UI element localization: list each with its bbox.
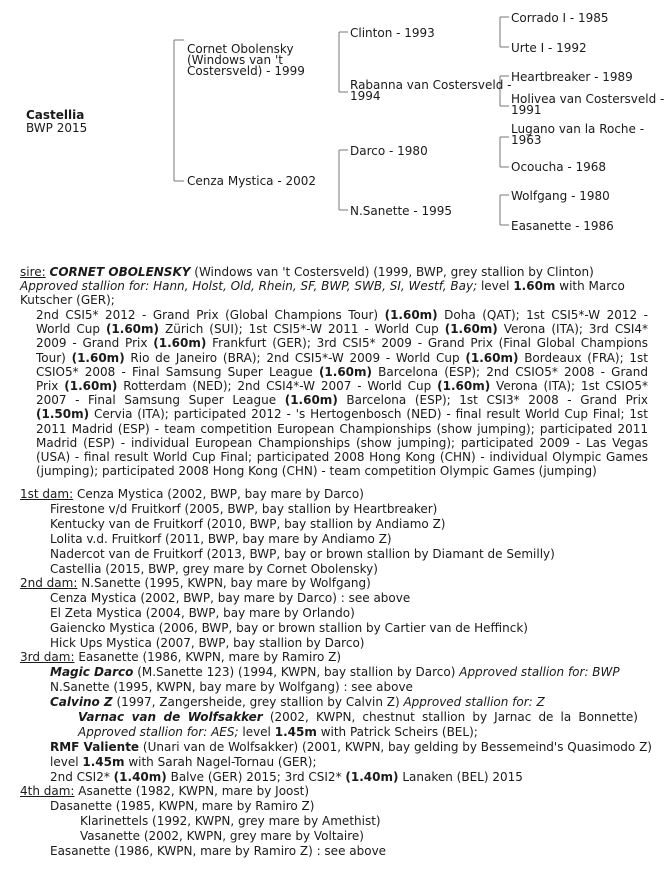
offspring-item: N.Sanette (1995, KWPN, bay mare by Wolfgang) : see above [50,680,413,694]
offspring-name: Magic Darco [50,665,134,679]
dam4-line [20,784,309,798]
offspring-rmf-valiente [50,740,652,754]
offspring-item: Klarinettels (1992, KWPN, grey mare by Amethist) [80,814,381,828]
offspring-approved: Approved stallion for: AES; [78,725,239,739]
ped-dam: Cenza Mystica - 2002 [187,174,317,188]
sire-line-2 [20,279,625,293]
ped-dsd: Ocoucha - 1968 [511,160,607,174]
result-height: (1.40m) [113,770,167,784]
level-label: level [50,755,79,769]
ped-dam-sire: Darco - 1980 [350,144,428,158]
sire-rider: with Marco [559,279,625,293]
rider: with Sarah Nagel-Tornau (GER); [128,755,317,769]
offspring-rmf-results [50,770,523,784]
sire-result-line: Tour) (1.60m) Rio de Janeiro (BRA); 2nd CSI5*-W 2009 - World Cup (1.60m) Bordeaux (FRA); 1st [36,350,648,365]
offspring-item: Easanette (1986, KWPN, mare by Ramiro Z) : see above [50,844,387,858]
sire-level: 1.60m [513,279,556,293]
offspring-approved: Approved stallion for: Z [403,695,545,709]
offspring-name: Varnac van de Wolfsakker [78,710,263,724]
dam2-line [20,576,371,590]
dam4-text: Asanette (1982, KWPN, mare by Joost) [78,784,310,798]
ped-line: 1991 [511,103,542,117]
result-height: (1.60m) [384,308,438,322]
result-height: (1.60m) [437,379,491,393]
dam2-label: 2nd dam: [20,576,78,590]
offspring-item: Nadercot van de Fruitkorf (2013, BWP, bay or brown stallion by Diamant de Semilly) [50,547,555,561]
offspring-rmf-level [50,755,317,769]
dam3-text: Easanette (1986, KWPN, mare by Ramiro Z) [78,650,342,664]
sire-result-line: (jumping); participated 2008 Hong Kong (CHN) - team competition Olympic Games (jumping) [36,464,597,479]
sire-result-line: 2009 - Grand Prix (1.60m) Frankfurt (GER); 3rd CSI5* 2009 - Grand Prix (Final Global Champions [36,336,648,351]
offspring-item: Firestone v/d Fruitkorf (2005, BWP, bay stallion by Heartbreaker) [50,502,438,516]
horse-info: BWP 2015 [26,121,88,135]
result-text: Balve (GER) 2015; 3rd CSI2* [170,770,342,784]
offspring-item: Dasanette (1985, KWPN, mare by Ramiro Z) [50,799,315,813]
result-height: (1.60m) [284,393,338,408]
offspring-varnac-approval [78,725,478,739]
ped-sss: Corrado I - 1985 [511,11,609,25]
ped-sds: Heartbreaker - 1989 [511,70,633,84]
offspring-name: Calvino Z [50,695,113,709]
result-height: (1.60m) [64,379,118,393]
ped-sire-sire: Clinton - 1993 [350,26,435,40]
sire-result-line: (1.50m) Cervia (ITA); participated 2012 - 's Hertogenbosch (NED) - final result World Cup Final; 1st [36,407,648,422]
ped-line: Holivea van Costersveld - [511,92,665,106]
offspring-approved: Approved stallion for: BWP [459,665,620,679]
offspring-details: (1997, Zangersheide, grey stallion by Calvin Z) [116,695,400,709]
result-height: (1.40m) [345,770,399,784]
ped-sire [187,44,305,77]
sire-line-3: Kutscher (GER); [20,293,115,307]
offspring-item: Cenza Mystica (2002, BWP, bay mare by Darco) : see above [50,591,411,605]
ped-sire-line: Costersveld) - 1999 [187,64,305,78]
dam1-label: 1st dam: [20,487,74,501]
offspring-details: (M.Sanette 123) (1994, KWPN, bay stallion by Darco) [137,665,456,679]
dam2-text: N.Sanette (1995, KWPN, bay mare by Wolfgang) [81,576,371,590]
offspring-name: RMF Valiente [50,740,140,754]
dam1-line [20,487,364,501]
offspring-item: Gaiencko Mystica (2006, BWP, bay or brown stallion by Cartier van de Heffinck) [50,621,528,635]
offspring-item: El Zeta Mystica (2004, BWP, bay mare by Orlando) [50,606,355,620]
result-text: 2nd CSI2* [50,770,110,784]
ped-sdd [511,94,664,116]
ped-line: Lugano van la Roche - [511,122,645,136]
result-text: Lanaken (BEL) 2015 [402,770,523,784]
offspring-calvino [50,695,545,709]
offspring-details: (Unari van de Wolfsakker) (2001, KWPN, bay gelding by Bessemeind's Quasimodo Z) [142,740,652,754]
horse-name: Castellia [26,108,85,122]
result-height: (1.60m) [318,364,373,379]
ped-ssd: Urte I - 1992 [511,41,587,55]
offspring-item: Vasanette (2002, KWPN, grey mare by Voltaire) [80,829,364,843]
sire-result-line: Prix (1.60m) Rotterdam (NED); 2nd CSI4*-W 2007 - World Cup (1.60m) Verona (ITA); 1st CSIO5* [36,379,648,393]
offspring-magic-darco [50,665,620,679]
ped-sire-dam [350,80,511,102]
sire-name: CORNET OBOLENSKY [49,265,191,279]
sire-result-line: 2007 - Final Samsung Super League (1.60m) Barcelona (ESP); 1st CSI3* 2008 - Grand Prix [36,393,648,408]
level-height: 1.45m [82,755,125,769]
level-height: 1.45m [274,725,317,739]
result-height: (1.60m) [105,322,160,337]
result-height: (1.60m) [153,336,207,351]
sire-result-line: CSIO5* 2008 - Final Samsung Super League (1.60m) Barcelona (ESP); 2nd CSIO5* 2008 - Grand [36,364,648,379]
sire-result-line: Madrid (ESP) - individual European Championships (show jumping); participated 2009 - Las Vegas [36,435,648,450]
result-height: (1.50m) [36,407,90,422]
dam4-label: 4th dam: [20,784,75,798]
ped-sire-line: (Windows van 't [187,53,283,67]
result-height: (1.60m) [71,350,125,365]
ped-line: Rabanna van Costersveld - [350,78,512,92]
sire-details: (Windows van 't Costersveld) (1999, BWP, grey stallion by Clinton) [194,265,594,279]
offspring-item: Hick Ups Mystica (2007, BWP, bay stallion by Darco) [50,636,365,650]
ped-dds: Wolfgang - 1980 [511,189,610,203]
result-height: (1.60m) [444,322,498,337]
ped-dss [511,124,644,146]
dam3-label: 3rd dam: [20,650,75,664]
sire-result-line: World Cup (1.60m) Zürich (SUI); 1st CSI5*-W 2011 - World Cup (1.60m) Verona (ITA); 3rd CSI4* [36,322,648,337]
rider: with Patrick Scheirs (BEL); [320,725,478,739]
sire-approved: Approved stallion for: Hann, Holst, Old, Rhein, SF, BWP, SWB, SI, Westf, Bay; [20,279,478,293]
sire-result-line: 2011 Madrid (ESP) - team competition European Championships (show jumping); participated 2011 [36,421,648,436]
offspring-item: Castellia (2015, BWP, grey mare by Cornet Obolensky) [50,562,378,576]
ped-dam-dam: N.Sanette - 1995 [350,204,453,218]
ped-line: 1994 [350,89,381,103]
sire-label: sire: [20,265,46,279]
ped-line: 1963 [511,133,542,147]
sire-result-line: (USA) - final result World Cup Final; participated 2008 Hong Kong (CHN) - individual Olympic Games [36,450,648,464]
result-height: (1.60m) [465,350,519,365]
ped-sire-line: Cornet Obolensky [187,42,294,56]
ped-ddd: Easanette - 1986 [511,219,614,233]
sire-line-1 [20,265,594,279]
pedigree-chart [0,0,670,262]
dam3-line [20,650,341,664]
sire-level-label: level [480,279,510,293]
offspring-varnac [78,710,638,724]
offspring-details: (2002, KWPN, chestnut stallion by Jarnac de la Bonnette) [269,710,638,724]
offspring-item: Kentucky van de Fruitkorf (2010, BWP, bay stallion by Andiamo Z) [50,517,446,531]
sire-result-line: 2nd CSI5* 2012 - Grand Prix (Global Champions Tour) (1.60m) Doha (QAT); 1st CSI5*-W 2012 - [36,308,648,322]
dam1-text: Cenza Mystica (2002, BWP, bay mare by Darco) [76,487,364,501]
offspring-item: Lolita v.d. Fruitkorf (2011, BWP, bay mare by Andiamo Z) [50,532,392,546]
level-label: level [242,725,271,739]
